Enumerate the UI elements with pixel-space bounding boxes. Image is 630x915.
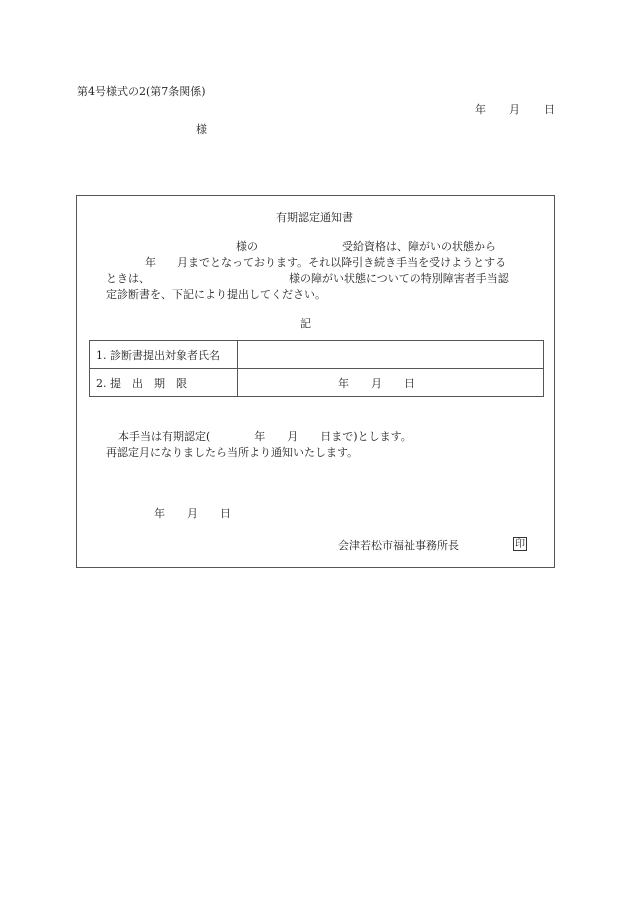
row-label: 2. 提 出 期 限 bbox=[90, 369, 238, 397]
row-label: 1. 診断書提出対象者氏名 bbox=[90, 341, 238, 369]
header-date-year: 年 bbox=[475, 103, 486, 116]
table-row bbox=[90, 341, 544, 369]
form-number: 第4号様式の2(第7条関係) bbox=[77, 85, 206, 98]
notice-title: 有期認定通知書 bbox=[276, 211, 353, 224]
line2-year: 年 bbox=[145, 256, 156, 269]
line3-start: ときは、 bbox=[106, 272, 150, 285]
line3-rest: 様の障がい状態についての特別障害者手当認 bbox=[289, 272, 509, 285]
header-date-day: 日 bbox=[544, 103, 555, 116]
line1-rest: 受給資格は、障がいの状態から bbox=[342, 240, 496, 253]
line2-rest: 月までとなっております。それ以降引き続き手当を受けようとする bbox=[177, 256, 507, 269]
addressee-suffix: 様 bbox=[196, 123, 207, 136]
row-value: 年 月 日 bbox=[238, 369, 544, 397]
row-value bbox=[238, 341, 544, 369]
paragraph-2: 再認定月になりましたら当所より通知いたします。 bbox=[106, 446, 359, 459]
line1-name-suffix: 様の bbox=[236, 240, 258, 253]
issue-date: 年 月 日 bbox=[154, 507, 231, 520]
issuer-name: 会津若松市福祉事務所長 bbox=[338, 539, 459, 552]
ki-mark: 記 bbox=[300, 317, 311, 330]
line4: 定診断書を、下記により提出してください。 bbox=[106, 288, 326, 301]
paragraph-1: 本手当は有期認定( 年 月 日まで)とします。 bbox=[118, 430, 412, 443]
items-table bbox=[89, 340, 544, 397]
table-row bbox=[90, 369, 544, 397]
seal-mark: 印 bbox=[515, 539, 525, 550]
header-date-month: 月 bbox=[509, 103, 520, 116]
